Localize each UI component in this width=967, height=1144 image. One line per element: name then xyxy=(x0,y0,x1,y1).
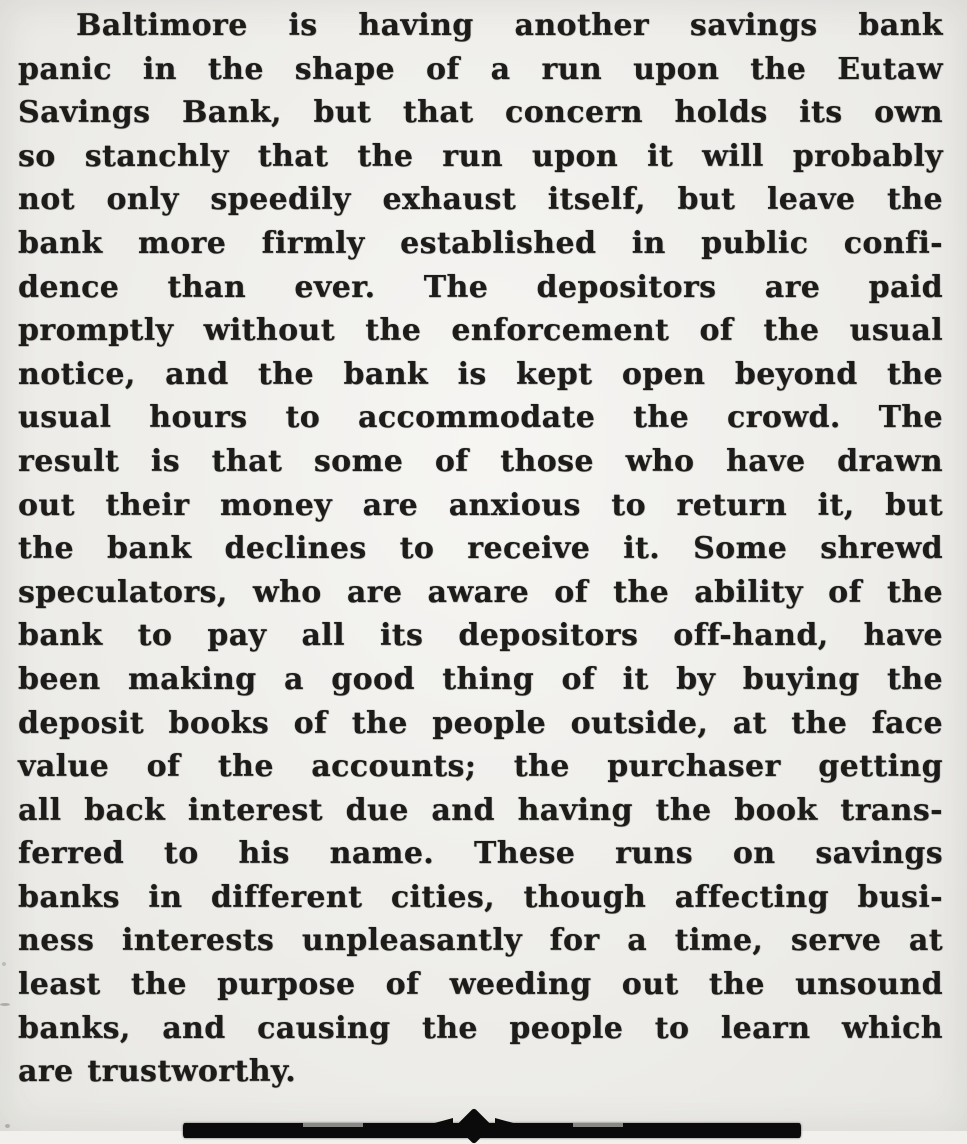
diamond-ornament-icon xyxy=(456,1108,493,1144)
text-line: dence than ever. The depositors are paid xyxy=(18,269,943,305)
ink-smudge xyxy=(0,1003,10,1006)
ink-smudge xyxy=(5,1124,10,1128)
text-line: out their money are anxious to return it, but xyxy=(18,487,943,523)
text-line: bank to pay all its depositors off-hand, have xyxy=(18,618,943,654)
text-line: bank more firmly established in public confi- xyxy=(18,225,943,261)
text-line: value of the accounts; the purchaser getting xyxy=(18,749,943,785)
text-line: panic in the shape of a run upon the Eutaw xyxy=(18,51,943,87)
text-line: banks in different cities, though affecting busi- xyxy=(18,879,943,915)
text-line: so stanchly that the run upon it will probably xyxy=(18,138,943,174)
text-line: ness interests unpleasantly for a time, serve at xyxy=(18,923,943,959)
article-text xyxy=(18,4,943,1094)
text-line: are trustworthy. xyxy=(18,1054,297,1090)
ornament-left-wing-icon xyxy=(431,1118,453,1130)
text-line: promptly without the enforcement of the usual xyxy=(18,313,943,349)
text-line: result is that some of those who have drawn xyxy=(18,443,943,479)
text-line: all back interest due and having the book trans- xyxy=(18,792,943,828)
text-line: banks, and causing the people to learn which xyxy=(18,1010,943,1046)
text-line: notice, and the bank is kept open beyond the xyxy=(18,356,943,392)
ink-smudge xyxy=(2,962,6,966)
text-line: least the purpose of weeding out the unsound xyxy=(18,967,943,1003)
text-line: been making a good thing of it by buying the xyxy=(18,661,943,697)
text-line: ferred to his name. These runs on savings xyxy=(18,836,943,872)
ink-fade xyxy=(303,1123,363,1127)
text-line: the bank declines to receive it. Some shrewd xyxy=(18,531,943,567)
text-line: not only speedily exhaust itself, but leave the xyxy=(18,182,943,218)
ornament-right-wing-icon xyxy=(495,1118,517,1130)
ink-fade xyxy=(573,1123,623,1127)
text-line: Baltimore is having another savings bank xyxy=(76,8,943,43)
text-line: speculators, who are aware of the ability of the xyxy=(18,574,943,610)
text-line: usual hours to accommodate the crowd. The xyxy=(18,400,943,436)
text-line: Savings Bank, but that concern holds its own xyxy=(18,95,943,131)
text-line: deposit books of the people outside, at the face xyxy=(18,705,943,741)
